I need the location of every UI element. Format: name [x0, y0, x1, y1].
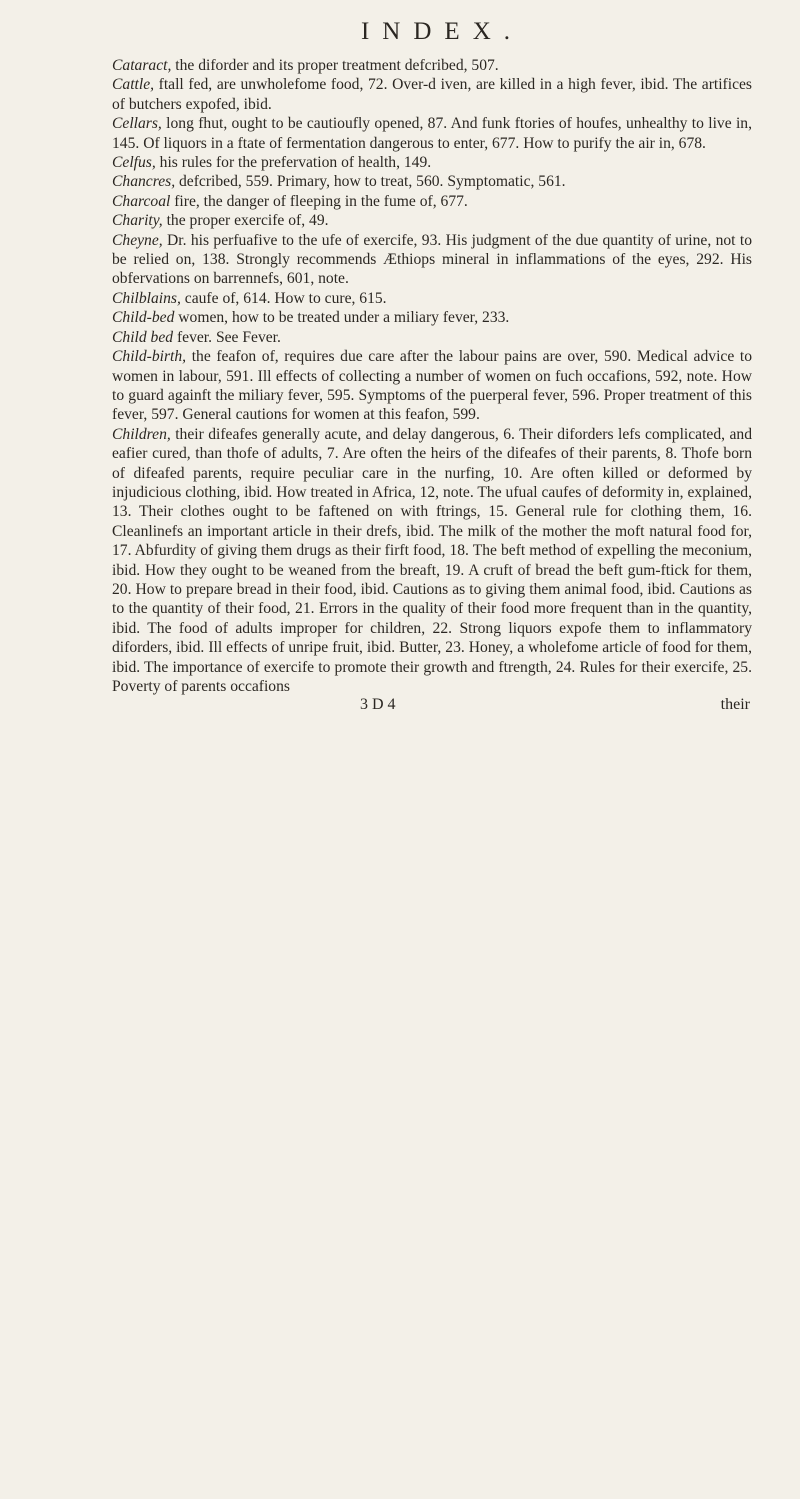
index-entry [112, 172, 752, 191]
entry-head: Child-bed [112, 309, 175, 327]
entry-text: long fhut, ought to be cautioufly opened, 87. And funk ftories of houfes, unhealthy to live in, 145. Of liquors in a ftate of fermentation dangerous to enter, 677. How to purify the air in, 678. [112, 115, 752, 152]
index-entry [112, 211, 752, 230]
entry-head: Children, [112, 425, 171, 443]
page-header: INDEX. [360, 18, 523, 45]
entry-text: ftall fed, are unwholefome food, 72. Over-d iven, are killed in a high fever, ibid. The artifices of butchers expofed, ibid. [112, 76, 752, 113]
entry-text: defcribed, 559. Primary, how to treat, 560. Symptomatic, 561. [175, 173, 566, 191]
index-entry [112, 114, 752, 153]
entry-text: Dr. his perfuafive to the ufe of exercife, 93. His judgment of the due quantity of urine, not to be relied on, 138. Strongly recommends Æthiops mineral in inflammations of the eyes, 292. His obfervations on barrennefs, 601, note. [112, 231, 752, 288]
index-entry [112, 328, 752, 347]
entry-head: Cheyne, [112, 231, 163, 249]
entry-head: Charcoal [112, 192, 171, 210]
entry-head: Child bed [112, 328, 174, 346]
entry-text: the proper exercife of, 49. [162, 212, 329, 230]
entry-text: fever. See Fever. [173, 328, 281, 346]
index-entry [112, 347, 752, 425]
entry-text: the feafon of, requires due care after the labour pains are over, 590. Medical advice to women in labour, 591. Ill effects of collecting a number of women on fuch occafions, 592, note. How to guard againft the miliary fever, 595. Symptoms of the puerperal fever, 596. Proper treatment of this fever, 597. General cautions for women at this feafon, 599. [112, 348, 752, 424]
index-entry [112, 425, 752, 697]
index-entry [112, 56, 752, 75]
index-entry [112, 192, 752, 211]
signature-mark: 3 D 4 [360, 696, 396, 714]
entry-head: Cellars, [112, 115, 162, 133]
page-footer [112, 696, 752, 714]
catchword: their [720, 696, 750, 714]
index-entry [112, 75, 752, 114]
index-entries [112, 56, 752, 696]
entry-head: Chilblains, [112, 289, 181, 307]
entry-text: their difeafes generally acute, and delay dangerous, 6. Their diforders lefs complicated, and eafier cured, than thofe of adults, 7. Are often the heirs of the difeafes of their parents, 8. Thofe born of difeafed parents, require peculiar care in the nurfing, 10. Are often killed or deformed by injudicious clothing, ibid. How treated in Africa, 12, note. The ufual caufes of deformity in, explained, 13. Their clothes ought to be faftened on with ftrings, 15. General rule for clothing them, 16. Cleanlinefs an important article in their drefs, ibid. The milk of the mother the moft natural food for, 17. Abfurdity of giving them drugs as their firft food, 18. The beft method of expelling the meconium, ibid. How they ought to be weaned from the breaft, 19. A cruft of bread the beft gum-ftick for them, 20. How to prepare bread in their food, ibid. Cautions as to giving them animal food, ibid. Cautions as to the quantity of their food, 21. Errors in the quality of their food more frequent than in the quantity, ibid. The food of adults improper for children, 22. Strong liquors expofe them to inflammatory diforders, ibid. Ill effects of unripe fruit, ibid. Butter, 23. Honey, a wholefome article of food for them, ibid. The importance of exercife to promote their growth and ftrength, 24. Rules for their exercife, 25. Poverty of parents occafions [112, 425, 752, 695]
entry-head: Child-birth, [112, 348, 187, 366]
entry-text: fire, the danger of fleeping in the fume of, 677. [170, 192, 468, 210]
entry-head: Cattle, [112, 76, 155, 94]
entry-text: caufe of, 614. How to cure, 615. [180, 289, 387, 307]
index-entry [112, 231, 752, 289]
index-entry [112, 153, 752, 172]
entry-head: Cataract, [112, 57, 172, 74]
entry-text: women, how to be treated under a miliary fever, 233. [174, 309, 510, 327]
entry-head: Charity, [112, 212, 163, 230]
entry-head: Chancres, [112, 173, 176, 191]
index-entry [112, 308, 752, 327]
entry-head: Celfus, [112, 154, 156, 172]
entry-text: the diforder and its proper treatment defcribed, 507. [171, 57, 499, 74]
index-entry [112, 289, 752, 308]
entry-text: his rules for the prefervation of health, 149. [155, 154, 432, 172]
